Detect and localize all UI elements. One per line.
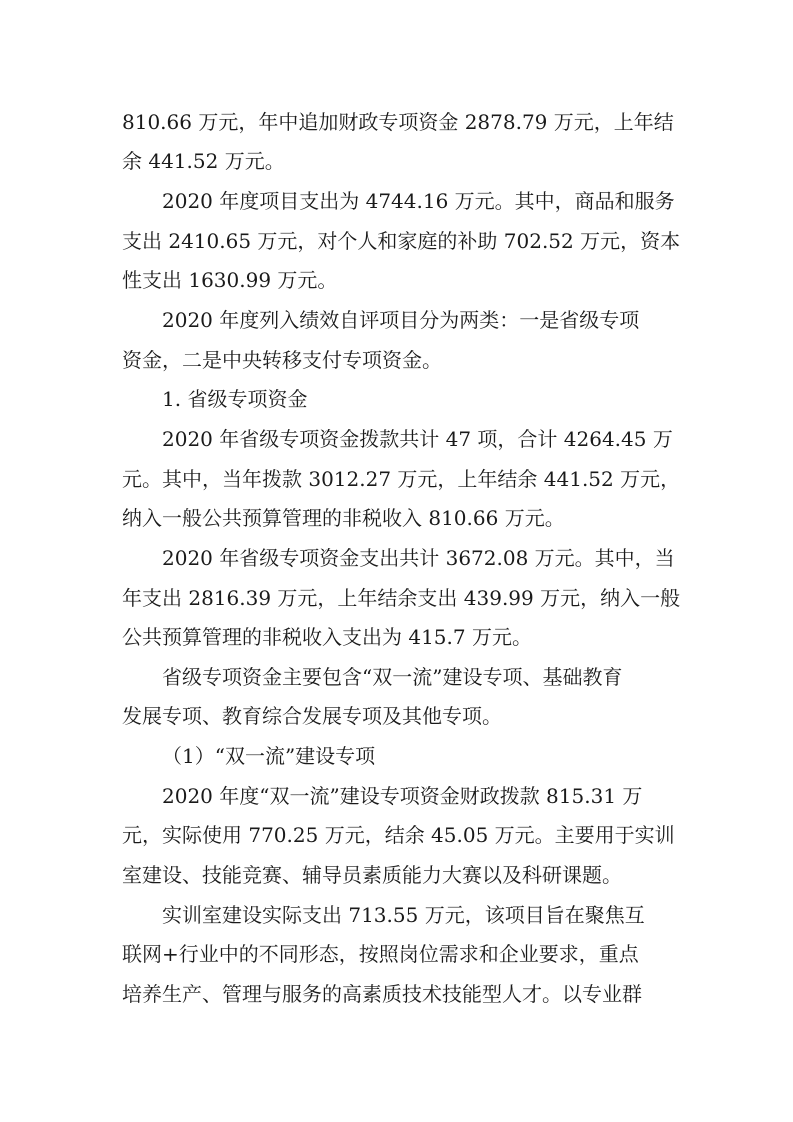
text-line: 室建设、技能竞赛、辅导员素质能力大赛以及科研课题。 (122, 863, 622, 887)
text-line: 公共预算管理的非税收入支出为 415.7 万元。 (122, 625, 532, 649)
text-line: 年支出 2816.39 万元，上年结余支出 439.99 万元，纳入一般 (122, 586, 681, 610)
text-line: 资金，二是中央转移支付专项资金。 (122, 348, 442, 372)
text-line: 2020 年度列入绩效自评项目分为两类：一是省级专项 (162, 308, 640, 332)
text-line: 纳入一般公共预算管理的非税收入 810.66 万元。 (122, 506, 565, 530)
text-line: 余 441.52 万元。 (122, 149, 285, 173)
text-line: 性支出 1630.99 万元。 (122, 268, 338, 292)
text-line: 2020 年度项目支出为 4744.16 万元。其中，商品和服务 (162, 189, 675, 213)
section-heading: 1. 省级专项资金 (162, 387, 308, 411)
text-line: 支出 2410.65 万元，对个人和家庭的补助 702.52 万元，资本 (122, 229, 681, 253)
subsection-heading: （1）“双一流”建设专项 (162, 744, 376, 768)
text-line: 元。其中，当年拨款 3012.27 万元，上年结余 441.52 万元， (122, 467, 681, 491)
text-line: 2020 年度“双一流”建设专项资金财政拨款 815.31 万 (162, 784, 643, 808)
text-line: 发展专项、教育综合发展专项及其他专项。 (122, 704, 502, 728)
text-line: 培养生产、管理与服务的高素质技术技能型人才。以专业群 (122, 982, 642, 1006)
text-line: 省级专项资金主要包含“双一流”建设专项、基础教育 (162, 665, 623, 689)
text-line: 实训室建设实际支出 713.55 万元，该项目旨在聚焦互 (162, 903, 645, 927)
text-line: 2020 年省级专项资金拨款共计 47 项，合计 4264.45 万 (162, 427, 673, 451)
text-line: 联网+行业中的不同形态，按照岗位需求和企业要求，重点 (122, 942, 639, 966)
text-line: 元，实际使用 770.25 万元，结余 45.05 万元。主要用于实训 (122, 823, 675, 847)
text-line: 2020 年省级专项资金支出共计 3672.08 万元。其中，当 (162, 546, 675, 570)
text-line: 810.66 万元，年中追加财政专项资金 2878.79 万元，上年结 (122, 110, 674, 134)
